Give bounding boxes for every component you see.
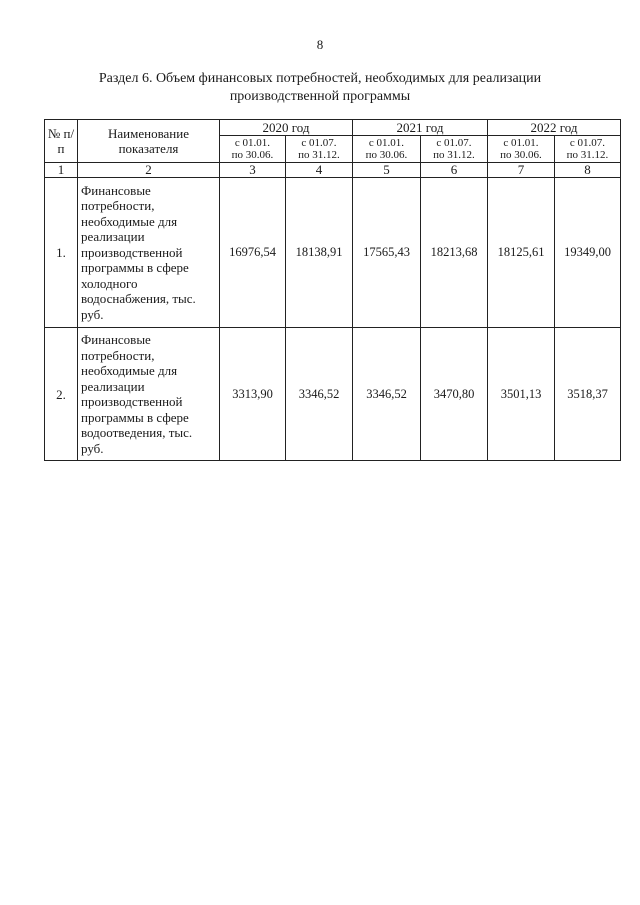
row-value: 3518,37 <box>555 328 621 461</box>
row-number: 1. <box>45 178 78 328</box>
header-year-2022: 2022 год <box>488 120 621 136</box>
section-title-line-2: производственной программы <box>229 89 411 104</box>
period-to: по 31.12. <box>566 149 609 161</box>
row-value: 3501,13 <box>488 328 555 461</box>
period-to: по 30.06. <box>500 149 542 161</box>
period-2021-h1 <box>353 136 421 163</box>
period-to: по 31.12. <box>298 149 340 161</box>
header-year-2020: 2020 год <box>220 120 353 136</box>
table-row <box>45 328 621 461</box>
period-2022-h2 <box>555 136 621 163</box>
row-name: Финансовые потребности, необходимые для реализации производственной программы в сфере водоотведения, тыс. руб. <box>78 328 220 461</box>
page-number: 8 <box>316 37 324 52</box>
row-name: Финансовые потребности, необходимые для реализации производственной программы в сфере холодного водоснабжения, тыс. руб. <box>78 178 220 328</box>
section-title <box>60 70 580 106</box>
period-to: по 31.12. <box>433 149 475 161</box>
header-no: № п/п <box>45 120 78 163</box>
row-value: 18125,61 <box>488 178 555 328</box>
header-name: Наименование показателя <box>78 120 220 163</box>
column-number: 8 <box>555 163 621 178</box>
row-value: 19349,00 <box>555 178 621 328</box>
period-from: с 01.07. <box>436 137 472 149</box>
period-from: с 01.01. <box>368 137 405 149</box>
column-number: 1 <box>45 163 78 178</box>
column-number: 2 <box>78 163 220 178</box>
row-number: 2. <box>45 328 78 461</box>
period-2020-h2 <box>286 136 353 163</box>
column-number: 6 <box>421 163 488 178</box>
column-number: 7 <box>488 163 555 178</box>
header-year-2021: 2021 год <box>353 120 488 136</box>
row-value: 3346,52 <box>286 328 353 461</box>
period-from: с 01.01. <box>234 137 271 149</box>
period-2021-h2 <box>421 136 488 163</box>
row-value: 3470,80 <box>421 328 488 461</box>
row-value: 18213,68 <box>421 178 488 328</box>
header-row-years <box>45 120 621 136</box>
period-to: по 30.06. <box>365 149 408 161</box>
column-number: 5 <box>353 163 421 178</box>
period-from: с 01.07. <box>301 137 337 149</box>
column-number: 3 <box>220 163 286 178</box>
period-from: с 01.01. <box>503 137 539 149</box>
row-value: 17565,43 <box>353 178 421 328</box>
section-title-line-1: Раздел 6. Объем финансовых потребностей, необходимых для реализации <box>98 71 542 86</box>
period-2020-h1 <box>220 136 286 163</box>
column-number: 4 <box>286 163 353 178</box>
row-value: 3346,52 <box>353 328 421 461</box>
period-2022-h1 <box>488 136 555 163</box>
row-value: 18138,91 <box>286 178 353 328</box>
table-row <box>45 178 621 328</box>
period-to: по 30.06. <box>231 149 274 161</box>
column-number-row <box>45 163 621 178</box>
period-from: с 01.07. <box>569 137 606 149</box>
financial-needs-table <box>44 119 621 461</box>
row-value: 16976,54 <box>220 178 286 328</box>
row-value: 3313,90 <box>220 328 286 461</box>
